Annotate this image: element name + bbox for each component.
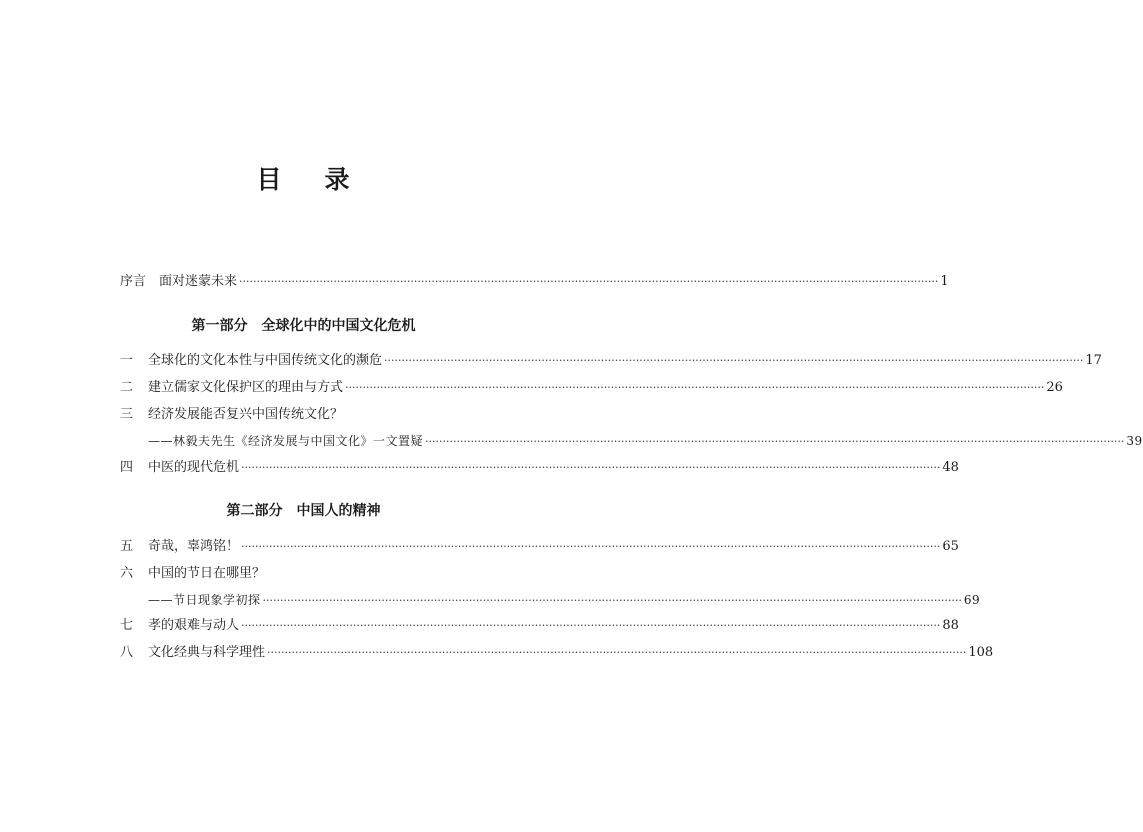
- chapter-number: 五: [120, 539, 134, 554]
- toc-entry-label: 奇哉，辜鸿铭！: [148, 539, 240, 554]
- toc-entry[interactable]: [120, 564, 515, 584]
- toc-page-number: 17: [1085, 353, 1102, 368]
- leader-dots: ········································································································································································································: [345, 381, 1045, 394]
- toc-entry[interactable]: [120, 351, 1102, 371]
- toc-entry-label: 序言 面对迷蒙未来: [120, 274, 238, 289]
- title-char-1: 目: [256, 165, 283, 194]
- chapter-number: 一: [120, 353, 134, 368]
- part-2-title: 中国人的精神: [296, 503, 381, 519]
- toc-entry-label: 经济发展能否复兴中国传统文化？: [148, 407, 344, 422]
- toc-entry-subtitle[interactable]: [148, 431, 1143, 451]
- part-1-heading: [0, 315, 607, 335]
- toc-entry-preface[interactable]: [120, 272, 949, 292]
- chapter-number: 六: [120, 566, 134, 581]
- toc-entry-label: 文化经典与科学理性: [148, 645, 266, 660]
- toc-page-number: 1: [940, 274, 949, 289]
- leader-dots: ········································································································································································································: [425, 435, 1125, 448]
- part-1-number: 第一部分: [191, 318, 248, 334]
- toc-entry[interactable]: [120, 616, 959, 636]
- leader-dots: ········································································································································································································: [384, 354, 1084, 367]
- leader-dots: ········································································································································································································: [241, 619, 941, 632]
- leader-dots: ········································································································································································································: [241, 461, 941, 474]
- toc-entry[interactable]: [120, 643, 994, 663]
- toc-entry[interactable]: [120, 537, 959, 557]
- chapter-number: 三: [120, 407, 134, 422]
- toc-page-number: 108: [968, 645, 994, 660]
- toc-entry-label: ——节日现象学初探: [148, 593, 261, 607]
- leader-dots: ········································································································································································································: [267, 646, 967, 659]
- toc-page-number: 88: [942, 618, 959, 633]
- toc-entry-label: 中医的现代危机: [148, 460, 240, 475]
- toc-page-number: 69: [963, 593, 981, 607]
- toc-entry[interactable]: [120, 405, 515, 425]
- toc-entry-label: 孝的艰难与动人: [148, 618, 240, 633]
- part-2-heading: [0, 500, 607, 520]
- page-title: [0, 160, 607, 196]
- toc-page-number: 65: [942, 539, 959, 554]
- chapter-number: 四: [120, 460, 134, 475]
- toc-entry[interactable]: [120, 458, 959, 478]
- toc-entry-label: 建立儒家文化保护区的理由与方式: [148, 380, 344, 395]
- toc-entry[interactable]: [120, 378, 1063, 398]
- title-char-2: 录: [324, 165, 351, 194]
- leader-dots: ········································································································································································································: [262, 594, 962, 607]
- chapter-number: 七: [120, 618, 134, 633]
- leader-dots: ········································································································································································································: [239, 275, 939, 288]
- toc-page-number: 48: [942, 460, 959, 475]
- part-2-number: 第二部分: [226, 503, 283, 519]
- toc-page-number: 26: [1046, 380, 1063, 395]
- chapter-number: 八: [120, 645, 134, 660]
- toc-entry-label: 中国的节日在哪里？: [148, 566, 266, 581]
- toc-entry-label: 全球化的文化本性与中国传统文化的濒危: [148, 353, 383, 368]
- toc-entry-label: ——林毅夫先生《经济发展与中国文化》一文置疑: [148, 434, 424, 448]
- chapter-number: 二: [120, 380, 134, 395]
- toc-entry-subtitle[interactable]: [148, 590, 981, 610]
- toc-page-number: 39: [1126, 434, 1143, 448]
- leader-dots: ········································································································································································································: [241, 540, 941, 553]
- part-1-title: 全球化中的中国文化危机: [261, 318, 416, 334]
